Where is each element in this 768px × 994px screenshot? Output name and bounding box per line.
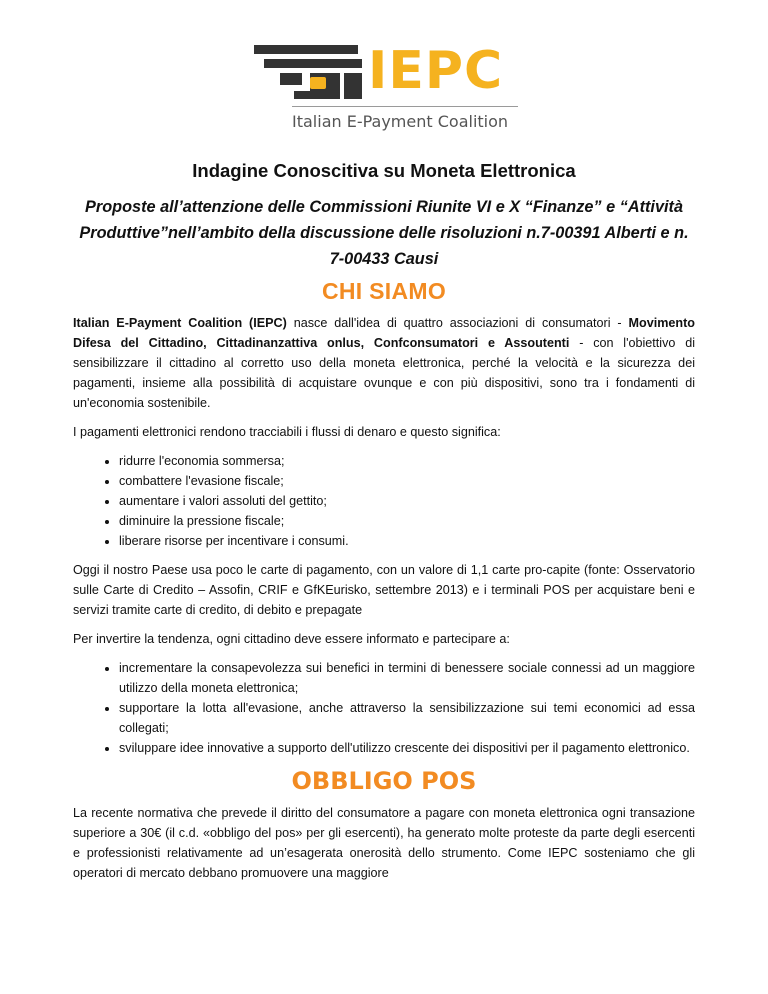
paragraph-tracciabili: I pagamenti elettronici rendono tracciabili i flussi di denaro e questo significa: — [73, 425, 501, 439]
list-item: • incrementare la consapevolezza sui benefici in termini di benessere sociale connessi ad un maggiore utilizzo della moneta elettronica; — [119, 658, 695, 698]
benefits-list — [73, 451, 695, 551]
list-item: • supportare la lotta all'evasione, anche attraverso la sensibilizzazione sui temi economici ad essa collegati; — [119, 698, 695, 738]
associations-list: Movimento Difesa del Cittadino, Cittadinanzattiva onlus, Confconsumatori e Assoutenti — [73, 316, 695, 350]
logo-subtitle: Italian E-Payment Coalition — [292, 112, 509, 131]
document-subtitle: Proposte all’attenzione delle Commissioni Riunite VI e X “Finanze” e “Attività Produttive”nell’ambito della discussione delle risoluzioni n.7-00391 Alberti e n. 7-00433 Causi — [79, 198, 689, 268]
actions-list — [73, 658, 695, 758]
paragraph-oggi: Oggi il nostro Paese usa poco le carte di pagamento, con un valore di 1,1 carte pro-capite (fonte: Osservatorio sulle Carte di Credito – Assofin, CRIF e GfKEurisko, settembre 2013) e i terminali POS per acquistare beni e servizi tramite carte di credito, di debito e prepagate — [73, 563, 695, 617]
list-item: • combattere l'evasione fiscale; — [119, 471, 695, 491]
logo-divider — [292, 106, 518, 107]
card-wallet-icon — [250, 42, 372, 102]
document-title: Indagine Conoscitiva su Moneta Elettronica — [192, 160, 576, 181]
iepc-logo — [248, 38, 520, 138]
list-item: • ridurre l'economia sommersa; — [119, 451, 695, 471]
list-item: • liberare risorse per incentivare i consumi. — [119, 531, 695, 551]
intro-paragraph — [73, 313, 695, 413]
section-heading-obbligo-pos: OBBLIGO POS — [291, 767, 477, 795]
document-body — [73, 160, 695, 892]
org-name: Italian E-Payment Coalition (IEPC) — [73, 316, 287, 330]
list-item: • aumentare i valori assoluti del gettito; — [119, 491, 695, 511]
list-item: • diminuire la pressione fiscale; — [119, 511, 695, 531]
intro-text-1: nasce dall'idea di quattro associazioni di consumatori - — [286, 316, 629, 330]
section-heading-chi-siamo: CHI SIAMO — [321, 278, 447, 304]
list-item: • sviluppare idee innovative a supporto dell'utilizzo crescente dei dispositivi per il pagamento elettronico. — [119, 738, 695, 758]
logo-wordmark: IEPC — [368, 41, 504, 101]
intro-text-2: - con l'obiettivo di sensibilizzare il cittadino al corretto uso della moneta elettronica, perché la velocità e la sicurezza dei pagamenti, insieme alla possibilità di acquistare ovunque e con più dispositivi, sono tra i fondamenti di un'economia sostenibile. — [73, 336, 696, 410]
paragraph-obbligo-pos: La recente normativa che prevede il diritto del consumatore a pagare con moneta elettronica ogni transazione superiore a 30€ (il c.d. «obbligo del pos» per gli esercenti), ha generato molte proteste da parte degli esercenti e professionisti relativamente ad un’esagerata onerosità dello strumento. Come IEPC sosteniamo che gli operatori di mercato debbano promuovere una maggiore — [73, 806, 695, 880]
paragraph-invertire: Per invertire la tendenza, ogni cittadino deve essere informato e partecipare a: — [73, 632, 510, 646]
